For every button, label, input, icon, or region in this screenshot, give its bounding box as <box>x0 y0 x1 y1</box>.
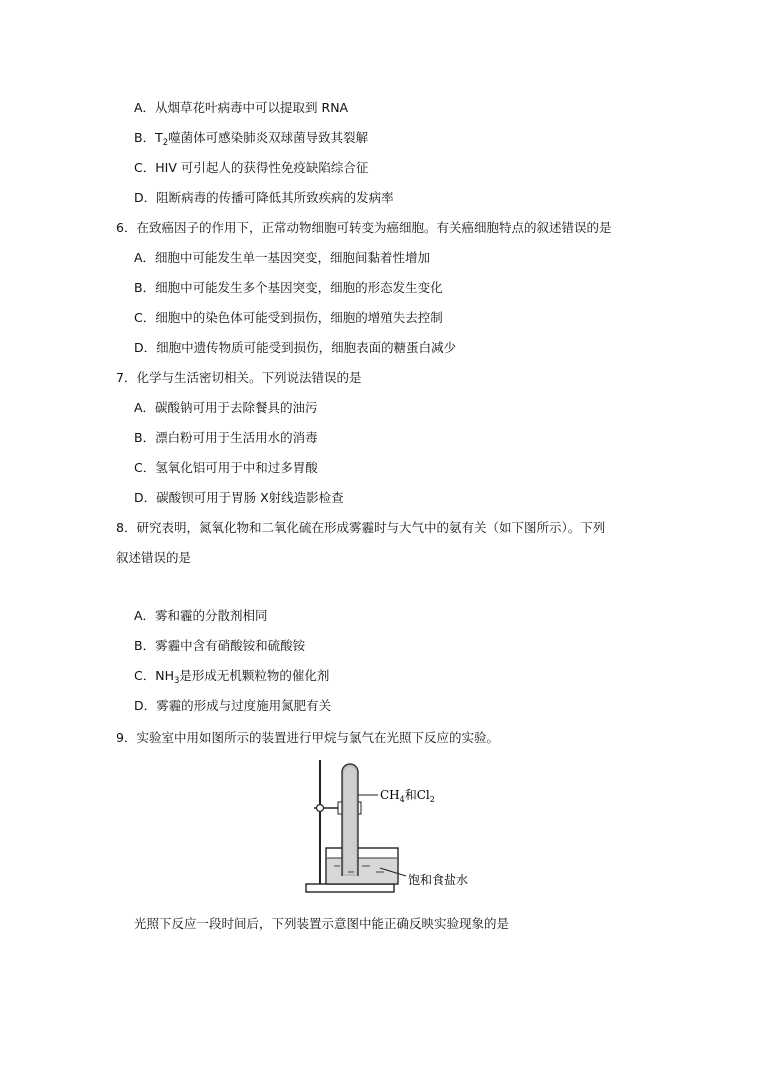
q7-stem: 7．化学与生活密切相关。下列说法错误的是 <box>116 370 362 385</box>
q8-stem-line1: 8．研究表明，氮氧化物和二氧化硫在形成雾霾时与大气中的氨有关（如下图所示）。下列 <box>116 520 606 535</box>
q7-option-a: A．碳酸钠可用于去除餐具的油污 <box>134 400 318 415</box>
apparatus-figure <box>300 758 510 898</box>
q8-option-c-prefix: C．NH <box>134 668 174 683</box>
q8-option-b: B．雾霾中含有硝酸铵和硫酸铵 <box>134 638 306 653</box>
q8-stem-line2: 叙述错误的是 <box>116 550 192 565</box>
q7-option-d: D．碳酸钡可用于胃肠 X射线造影检查 <box>134 490 344 505</box>
q7-option-b: B．漂白粉可用于生活用水的消毒 <box>134 430 318 445</box>
q5-option-b-subscript: 2 <box>162 138 169 148</box>
apparatus-diagram <box>300 758 510 898</box>
q6-option-d: D．细胞中遗传物质可能受到损伤，细胞表面的糖蛋白减少 <box>134 340 457 355</box>
q8-option-c <box>134 668 329 689</box>
q6-option-c: C．细胞中的染色体可能受到损伤，细胞的增殖失去控制 <box>134 310 443 325</box>
q5-option-d: D．阻断病毒的传播可降低其所致疾病的发病率 <box>134 190 394 205</box>
q5-option-c: C．HIV 可引起人的获得性免疫缺陷综合征 <box>134 160 369 175</box>
q8-option-c-subscript: 3 <box>173 676 180 686</box>
q8-option-a: A．雾和霾的分散剂相同 <box>134 608 268 623</box>
q8-option-c-suffix: 是形成无机颗粒物的催化剂 <box>179 668 330 683</box>
q9-stem: 9．实验室中用如图所示的装置进行甲烷与氯气在光照下反应的实验。 <box>116 730 499 745</box>
stand-base <box>306 884 394 892</box>
gas-label-sub2: 2 <box>429 795 435 804</box>
q6-option-a: A．细胞中可能发生单一基因突变，细胞间黏着性增加 <box>134 250 431 265</box>
q7-option-c: C．氢氧化铝可用于中和过多胃酸 <box>134 460 318 475</box>
q6-stem: 6．在致癌因子的作用下，正常动物细胞可转变为癌细胞。有关癌细胞特点的叙述错误的是 <box>116 220 612 235</box>
gas-label-mid: 和Cl <box>404 788 430 802</box>
test-tube-gas <box>344 767 356 874</box>
gas-label-sub1: 4 <box>399 795 405 804</box>
q9-followup: 光照下反应一段时间后，下列装置示意图中能正确反映实验现象的是 <box>134 916 510 931</box>
q6-option-b: B．细胞中可能发生多个基因突变，细胞的形态发生变化 <box>134 280 443 295</box>
q5-option-a: A．从烟草花叶病毒中可以提取到 RNA <box>134 100 349 115</box>
q5-option-b-suffix: 噬菌体可感染肺炎双球菌导致其裂解 <box>168 130 369 145</box>
gas-label-ch: CH <box>380 788 400 802</box>
clamp-screw-icon <box>317 805 324 812</box>
q5-option-b-prefix: B．T <box>134 130 163 145</box>
q8-option-d: D．雾霾的形成与过度施用氮肥有关 <box>134 698 332 713</box>
gas-label <box>380 788 435 804</box>
water-label: 饱和食盐水 <box>408 873 469 887</box>
q5-option-b <box>134 130 368 151</box>
